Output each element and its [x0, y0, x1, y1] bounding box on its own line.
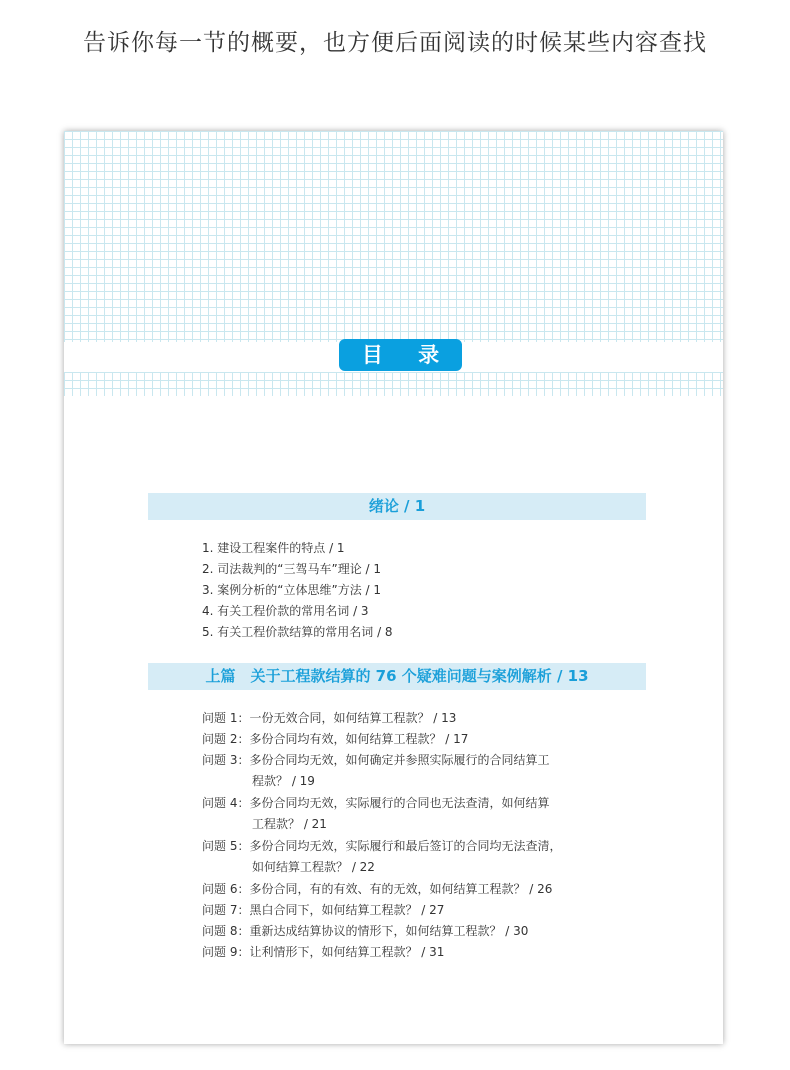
toc-entry: 2. 司法裁判的“三驾马车”理论 / 1 — [202, 562, 382, 576]
question-text: 重新达成结算协议的情形下，如何结算工程款？ / 30 — [249, 924, 529, 938]
toc-entry — [202, 921, 528, 942]
question-number: 问题 4： — [202, 796, 250, 810]
toc-entry-continued: 如何结算工程款？ / 22 — [252, 860, 375, 874]
question-number: 问题 3： — [202, 753, 250, 767]
question-number: 问题 1： — [202, 711, 250, 725]
question-text: 多份合同均有效，如何结算工程款？ / 17 — [249, 732, 469, 746]
toc-entry: 4. 有关工程价款的常用名词 / 3 — [202, 604, 369, 618]
toc-entry-continued: 工程款？ / 21 — [252, 817, 327, 831]
toc-entry: 1. 建设工程案件的特点 / 1 — [202, 541, 345, 555]
page-banner: 告诉你每一节的概要，也方便后面阅读的时候某些内容查找 — [83, 30, 707, 56]
toc-entry: 3. 案例分析的“立体思维”方法 / 1 — [202, 583, 382, 597]
toc-entry — [202, 708, 456, 729]
question-text: 多份合同均无效，实际履行和最后签订的合同均无法查清， — [249, 839, 562, 853]
toc-entry — [202, 942, 444, 963]
toc-title: 目 录 — [339, 339, 462, 371]
question-number: 问题 8： — [202, 924, 250, 938]
question-number: 问题 5： — [202, 839, 250, 853]
section-heading-intro: 绪论 / 1 — [148, 493, 646, 520]
toc-entry-continued: 程款？ / 19 — [252, 774, 315, 788]
toc-entry: 5. 有关工程价款结算的常用名词 / 8 — [202, 625, 393, 639]
toc-entry — [202, 750, 549, 771]
question-number: 问题 6： — [202, 882, 250, 896]
question-number: 问题 7： — [202, 903, 250, 917]
toc-entry — [202, 900, 444, 921]
toc-entry — [202, 729, 468, 750]
question-text: 多份合同均无效，如何确定并参照实际履行的合同结算工 — [249, 753, 550, 767]
grid-background — [64, 131, 723, 342]
grid-strip — [64, 372, 723, 396]
question-text: 多份合同，有的有效、有的无效，如何结算工程款？ / 26 — [249, 882, 553, 896]
question-text: 一份无效合同，如何结算工程款？ / 13 — [249, 711, 457, 725]
question-number: 问题 9： — [202, 945, 250, 959]
section-heading-part-one: 上篇 关于工程款结算的 76 个疑难问题与案例解析 / 13 — [148, 663, 646, 690]
book-page — [64, 131, 723, 1044]
question-text: 多份合同均无效，实际履行的合同也无法查清，如何结算 — [249, 796, 550, 810]
question-number: 问题 2： — [202, 732, 250, 746]
toc-entry — [202, 793, 549, 814]
question-text: 黑白合同下，如何结算工程款？ / 27 — [249, 903, 445, 917]
toc-entry — [202, 836, 561, 857]
toc-entry — [202, 879, 552, 900]
question-text: 让利情形下，如何结算工程款？ / 31 — [249, 945, 445, 959]
